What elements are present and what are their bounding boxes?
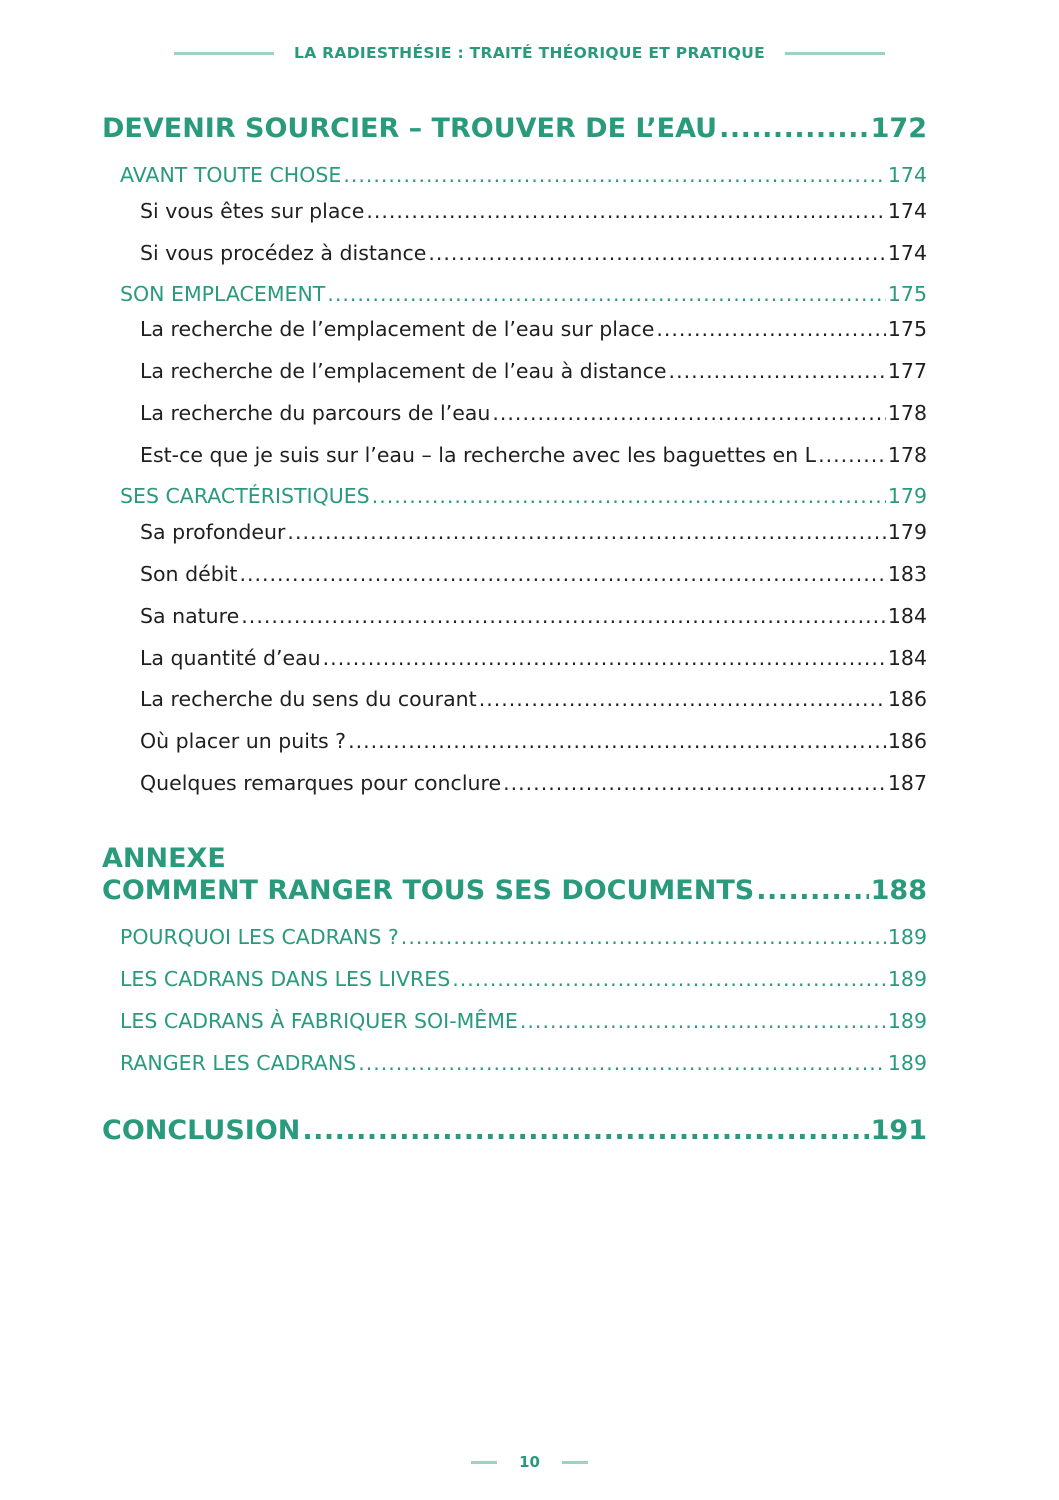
toc-entry-emplacement-sur-place[interactable] [140,317,927,341]
dot-leader [756,875,868,906]
toc-entry-label: Si vous êtes sur place [140,199,365,223]
dot-leader [366,199,886,223]
toc-entry-label: Son débit [140,562,238,586]
toc-entry-label: AVANT TOUTE CHOSE [120,163,342,187]
dot-leader [428,241,886,265]
toc-section-cadrans-fabriquer[interactable] [120,1009,927,1033]
toc-entry-label: CONCLUSION [102,1115,301,1146]
toc-page-number: 187 [887,771,927,795]
toc-page-number: 186 [887,729,927,753]
toc-page-number: 184 [887,646,927,670]
toc-entry-label: La recherche de l’emplacement de l’eau sur place [140,317,655,341]
toc-page-number: 184 [887,604,927,628]
toc-entry-label: RANGER LES CADRANS [120,1051,357,1075]
dot-leader [520,1009,886,1033]
toc-entry-label: Sa profondeur [140,520,286,544]
toc-page-number: 174 [887,241,927,265]
toc-entry-label: SES CARACTÉRISTIQUES [120,484,370,508]
toc-entry-label: LES CADRANS À FABRIQUER SOI-MÊME [120,1009,518,1033]
footer-rule-left [471,1461,497,1464]
toc-entry-label: La recherche de l’emplacement de l’eau à distance [140,359,667,383]
dot-leader [239,562,885,586]
toc-entry-label: Quelques remarques pour conclure [140,771,502,795]
toc-entry-label: Est-ce que je suis sur l’eau – la recherche avec les baguettes en L [140,443,817,467]
dot-leader [503,771,886,795]
toc-entry-nature[interactable] [140,604,927,628]
toc-page-number: 191 [870,1115,927,1146]
toc-page-number: 186 [887,687,927,711]
toc-section-caracteristiques[interactable] [120,484,927,508]
toc-chapter-conclusion[interactable] [102,1115,927,1146]
toc-chapter-trouver-eau[interactable] [102,113,927,144]
toc-entry-a-distance[interactable] [140,241,927,265]
dot-leader [719,113,869,144]
toc-page-number: 172 [870,113,927,144]
toc-chapter-ranger-documents[interactable] [102,875,927,906]
toc-page-number: 189 [887,967,927,991]
dot-leader [348,729,886,753]
dot-leader [401,925,886,949]
dot-leader [818,443,886,467]
dot-leader [452,967,886,991]
toc-section-ranger-cadrans[interactable] [120,1051,927,1075]
toc-entry-label: Sa nature [140,604,240,628]
toc-page-number: 189 [887,925,927,949]
toc-page-number: 183 [887,562,927,586]
running-header [0,40,1059,66]
toc-entry-label: Où placer un puits ? [140,729,347,753]
dot-leader [302,1115,868,1146]
toc-entry-profondeur[interactable] [140,520,927,544]
toc-entry-label: LES CADRANS DANS LES LIVRES [120,967,451,991]
toc-entry-label: COMMENT RANGER TOUS SES DOCUMENTS [102,875,755,906]
toc-section-avant-toute-chose[interactable] [120,163,927,187]
footer-rule-right [562,1461,588,1464]
toc-entry-debit[interactable] [140,562,927,586]
dot-leader [287,520,885,544]
dot-leader [656,317,885,341]
toc-page-number: 189 [887,1051,927,1075]
toc-entry-label: SON EMPLACEMENT [120,282,326,306]
dot-leader [479,687,886,711]
toc-page-number: 188 [870,875,927,906]
toc-entry-label: La quantité d’eau [140,646,321,670]
header-rule-left [174,52,274,55]
toc-entry-parcours[interactable] [140,401,927,425]
page-footer [0,1450,1059,1474]
dot-leader [358,1051,886,1075]
dot-leader [343,163,886,187]
toc-entry-sens-courant[interactable] [140,687,927,711]
toc-annexe-heading: ANNEXE [102,843,226,874]
toc-entry-label: Si vous procédez à distance [140,241,427,265]
toc-page-number: 175 [887,317,927,341]
toc-entry-emplacement-a-distance[interactable] [140,359,927,383]
dot-leader [492,401,885,425]
toc-entry-label: POURQUOI LES CADRANS ? [120,925,399,949]
dot-leader [372,484,886,508]
toc-section-pourquoi-cadrans[interactable] [120,925,927,949]
toc-page-number: 175 [887,282,927,306]
toc-entry-sur-place[interactable] [140,199,927,223]
toc-entry-label: La recherche du sens du courant [140,687,477,711]
dot-leader [669,359,886,383]
dot-leader [241,604,886,628]
toc-section-cadrans-livres[interactable] [120,967,927,991]
toc-page-number: 174 [887,163,927,187]
toc-page-number: 178 [887,443,927,467]
toc-page-number: 178 [887,401,927,425]
header-title: LA RADIESTHÉSIE : TRAITÉ THÉORIQUE ET PRATIQUE [294,44,765,62]
toc-entry-label: La recherche du parcours de l’eau [140,401,491,425]
page-number: 10 [519,1453,540,1471]
toc-page-number: 179 [887,484,927,508]
dot-leader [323,646,886,670]
toc-section-son-emplacement[interactable] [120,282,927,306]
toc-page-number: 179 [887,520,927,544]
toc-entry-baguettes[interactable] [140,443,927,467]
toc-page-number: 174 [887,199,927,223]
toc-entry-quantite[interactable] [140,646,927,670]
toc-entry-puits[interactable] [140,729,927,753]
toc-entry-remarques[interactable] [140,771,927,795]
toc-entry-label: DEVENIR SOURCIER – TROUVER DE L’EAU [102,113,718,144]
toc-page-number: 189 [887,1009,927,1033]
dot-leader [327,282,886,306]
toc-page-number: 177 [887,359,927,383]
header-rule-right [785,52,885,55]
